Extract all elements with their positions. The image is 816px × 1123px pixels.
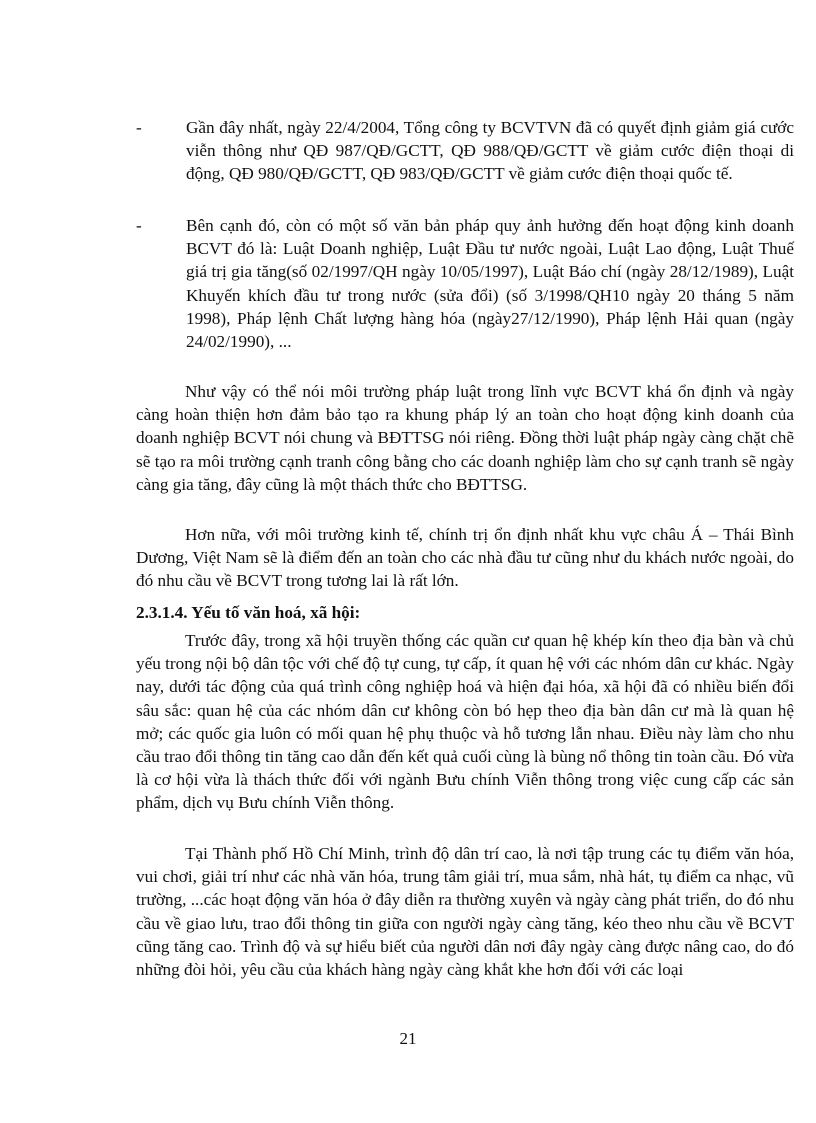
bullet-item <box>136 214 794 353</box>
page-number: 21 <box>399 1029 417 1048</box>
bullet-dash: - <box>136 216 142 235</box>
paragraph: Hơn nữa, với môi trường kinh tế, chính trị ổn định nhất khu vực châu Á – Thái Bình Dương, Việt Nam sẽ là điểm đến an toàn cho các nhà đầu tư cũng như du khách nước ngoài, do đó nhu cầu về BCVT trong tương lai là rất lớn. <box>136 525 794 591</box>
paragraph: Tại Thành phố Hồ Chí Minh, trình độ dân trí cao, là nơi tập trung các tụ điểm văn hóa, vui chơi, giải trí như các nhà văn hóa, trung tâm giải trí, mua sắm, nhà hát, tụ điểm ca nhạc, vũ trường, ...các hoạt động văn hóa ở đây diễn ra thường xuyên và ngày càng phát triển, do đó nhu cầu về giao lưu, trao đổi thông tin giữa con người ngày càng tăng, kéo theo nhu cầu về BCVT cũng tăng cao. Trình độ và sự hiểu biết của người dân nơi đây ngày càng được nâng cao, do đó những đòi hỏi, yêu cầu của khách hàng ngày càng khắt khe hơn đối với các loại <box>136 844 794 980</box>
section-heading: 2.3.1.4. Yếu tố văn hoá, xã hội: <box>136 603 361 622</box>
paragraph: Như vậy có thể nói môi trường pháp luật trong lĩnh vực BCVT khá ổn định và ngày càng hoàn thiện hơn đảm bảo tạo ra khung pháp lý an toàn cho hoạt động kinh doanh của doanh nghiệp BCVT nói chung và BĐTTSG nói riêng. Đồng thời luật pháp ngày càng chặt chẽ sẽ tạo ra môi trường cạnh tranh công bằng cho các doanh nghiệp làm cho sự cạnh tranh sẽ ngày càng gia tăng, đây cũng là một thách thức cho BĐTTSG. <box>136 382 794 494</box>
bullet-text: Bên cạnh đó, còn có một số văn bản pháp quy ảnh hưởng đến hoạt động kinh doanh BCVT đó là: Luật Doanh nghiệp, Luật Đầu tư nước ngoài, Luật Lao động, Luật Thuế giá trị gia tăng(số 02/1997/QH ngày 10/05/1997), Luật Báo chí (ngày 28/12/1989), Luật Khuyến khích đầu tư trong nước (sửa đổi) (số 3/1998/QH10 ngày 20 tháng 5 năm 1998), Pháp lệnh Chất lượng hàng hóa (ngày27/12/1990), Pháp lệnh Hải quan (ngày 24/02/1990), ... <box>186 216 794 352</box>
paragraph: Trước đây, trong xã hội truyền thống các quần cư quan hệ khép kín theo địa bàn và chủ yếu trong nội bộ dân tộc với chế độ tự cung, tự cấp, ít quan hệ với các nhóm dân cư khác. Ngày nay, dưới tác động của quá trình công nghiệp hoá và hiện đại hóa, xã hội đã có nhiều biến đổi sâu sắc: quan hệ của các nhóm dân cư không còn bó hẹp theo địa bàn dân cư mà là quan hệ mở; các quốc gia luôn có mối quan hệ phụ thuộc và hỗ tương lẫn nhau. Điều này làm cho nhu cầu trao đổi thông tin tăng cao dẫn đến kết quả cuối cùng là bùng nổ thông tin toàn cầu. Đó vừa là cơ hội vừa là thách thức đối với ngành Bưu chính Viễn thông trong việc cung cấp các sản phẩm, dịch vụ Bưu chính Viễn thông. <box>136 631 794 813</box>
bullet-text: Gần đây nhất, ngày 22/4/2004, Tổng công ty BCVTVN đã có quyết định giảm giá cước viễn thông như QĐ 987/QĐ/GCTT, QĐ 988/QĐ/GCTT về giảm cước điện thoại di động, QĐ 980/QĐ/GCTT, QĐ 983/QĐ/GCTT về giảm cước điện thoại quốc tế. <box>186 118 794 184</box>
bullet-item <box>136 116 794 186</box>
bullet-dash: - <box>136 118 142 137</box>
